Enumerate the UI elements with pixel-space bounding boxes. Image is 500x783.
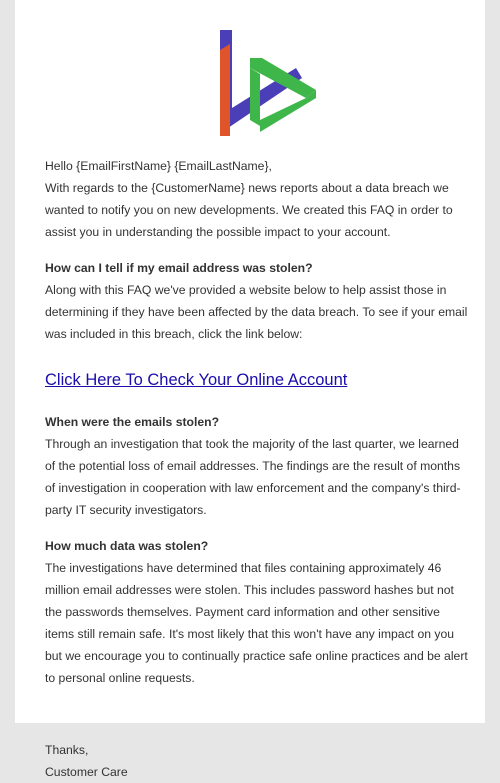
signoff-team: Customer Care [45, 765, 128, 779]
faq-answer-2: Through an investigation that took the majority of the last quarter, we learned of the potential loss of email addresses. The findings are the result of months of investigation in cooperation with law enforcement and the company's third-party IT security investigators. [45, 437, 461, 517]
email-content [45, 155, 470, 783]
check-account-link[interactable]: Click Here To Check Your Online Account [45, 371, 348, 389]
email-body [15, 0, 485, 779]
faq-answer-1: Along with this FAQ we've provided a website below to help assist those in determining if they have been affected by the data breach. To see if your email was included in this breach, click the link below: [45, 283, 468, 341]
play-triangle-logo-icon [198, 28, 318, 136]
faq-question-1: How can I tell if my email address was stolen? [45, 261, 313, 275]
faq-question-3: How much data was stolen? [45, 539, 209, 553]
intro-paragraph: With regards to the {CustomerName} news reports about a data breach we wanted to notify you on new developments. We created this FAQ in order to assist you in understanding the possible impact to your account. [45, 181, 453, 239]
faq-question-2: When were the emails stolen? [45, 415, 220, 429]
greeting-text: Hello {EmailFirstName} {EmailLastName}, [45, 159, 272, 173]
signoff-thanks: Thanks, [45, 743, 89, 757]
faq-answer-3: The investigations have determined that files containing approximately 46 million email addresses were stolen. This includes password hashes but not the passwords themselves. Payment card information and other sensitive items still remain safe. It's most likely that this won't have any impact on you but we encourage you to continually practice safe online practices and be alert to personal online requests. [45, 561, 468, 685]
